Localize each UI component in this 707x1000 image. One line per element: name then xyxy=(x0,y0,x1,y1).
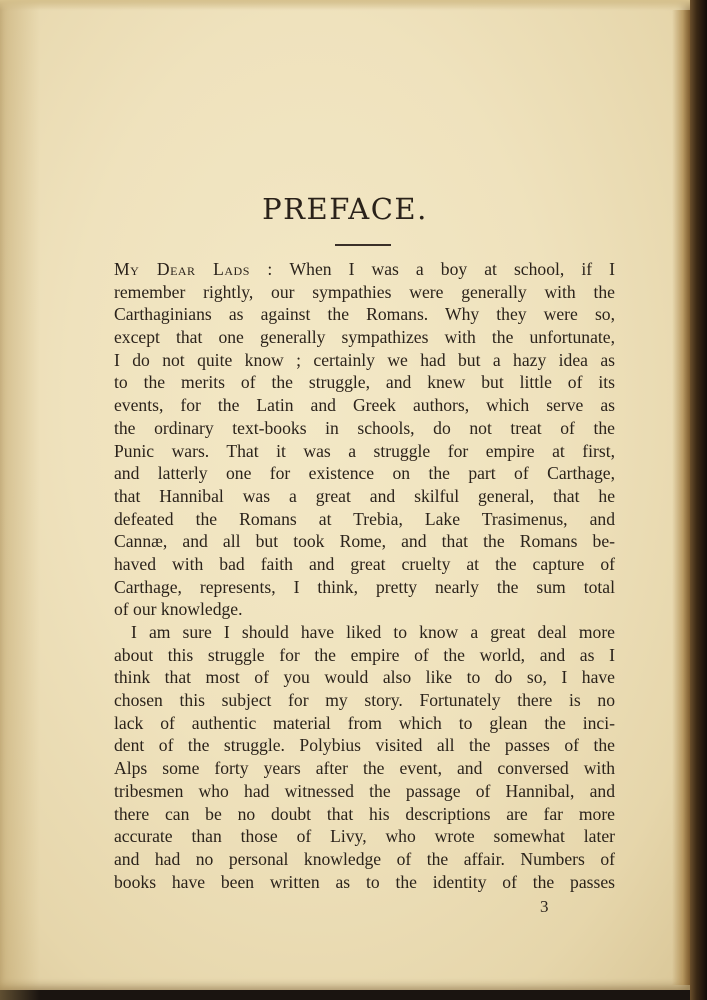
text-line: the ordinary text-books in schools, do not treat of the xyxy=(114,417,615,438)
text-line: remember rightly, our sympathies were generally with the xyxy=(114,281,615,302)
text-line: Cannæ, and all but took Rome, and that the Romans be- xyxy=(114,531,615,552)
page-number: 3 xyxy=(540,897,549,916)
text-line: Alps some forty years after the event, and conversed with xyxy=(114,758,615,779)
text-line xyxy=(114,258,615,281)
text-line: books have been written as to the identity of the passes xyxy=(114,871,615,892)
text-line: of our knowledge. xyxy=(114,599,243,620)
text-line: defeated the Romans at Trebia, Lake Trasimenus, and xyxy=(114,508,615,529)
text-line: I am sure I should have liked to know a great deal more xyxy=(131,622,615,642)
title-rule xyxy=(335,244,391,246)
text-line: lack of authentic material from which to glean the inci- xyxy=(114,712,615,733)
page-title: PREFACE. xyxy=(262,192,428,226)
text-line: events, for the Latin and Greek authors, which serve as xyxy=(114,395,615,416)
text-line: there can be no doubt that his descriptions are far more xyxy=(114,803,615,824)
text-line: except that one generally sympathizes with the unfortunate, xyxy=(114,327,615,348)
text-line: Punic wars. That it was a struggle for empire at first, xyxy=(114,440,615,461)
text-line-content: When I was a boy at school, if I xyxy=(272,259,615,279)
text-line: Carthage, represents, I think, pretty nearly the sum total xyxy=(114,576,615,597)
salutation: My Dear Lads : xyxy=(114,259,273,279)
text-line: that Hannibal was a great and skilful general, that he xyxy=(114,485,615,506)
text-line: Carthaginians as against the Romans. Why they were so, xyxy=(114,304,615,325)
text-line: and had no personal knowledge of the affair. Numbers of xyxy=(114,848,615,869)
text-line: haved with bad faith and great cruelty at the capture of xyxy=(114,553,615,574)
page-edge-shading xyxy=(672,10,690,985)
top-edge-shadow xyxy=(0,0,690,10)
text-line: I do not quite know ; certainly we had but a hazy idea as xyxy=(114,349,615,370)
spine-shadow xyxy=(0,0,40,1000)
text-line: about this struggle for the empire of the world, and as I xyxy=(114,644,615,665)
text-line: chosen this subject for my story. Fortunately there is no xyxy=(114,690,615,711)
text-line: and latterly one for existence on the part of Carthage, xyxy=(114,463,615,484)
body-text xyxy=(114,258,615,893)
text-line: think that most of you would also like to do so, I have xyxy=(114,667,615,688)
text-line: to the merits of the struggle, and knew but little of its xyxy=(114,372,615,393)
text-line: accurate than those of Livy, who wrote somewhat later xyxy=(114,826,615,847)
text-line: dent of the struggle. Polybius visited all the passes of the xyxy=(114,735,615,756)
text-line: tribesmen who had witnessed the passage of Hannibal, and xyxy=(114,780,615,801)
book-edge xyxy=(690,0,707,1000)
